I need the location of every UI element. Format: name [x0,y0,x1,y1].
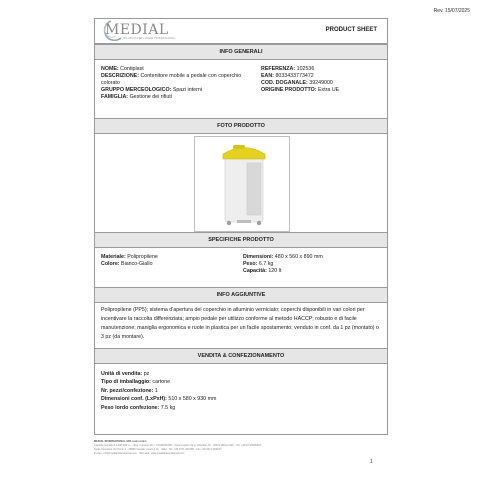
specifiche-left [101,254,251,268]
vendita-list [101,370,221,412]
field-ean: EAN: 8033433773472 [261,73,314,79]
field-tipo-imballaggio: Tipo di imballaggio: cartone [101,379,171,386]
field-nome: NOME: Contiplast [101,66,144,72]
field-famiglia: FAMIGLIA: Gestione dei rifiuti [101,94,172,100]
info-generali-right [261,66,381,94]
logo-name: MEDIAL [105,22,169,38]
field-gruppo: GRUPPO MERCEOLOGICO: Spazi interni [101,87,202,93]
logo-tagline: SOLUZIONI PER L'IGIENE PROFESSIONALE [123,37,176,40]
waste-bin-image [195,137,289,231]
field-cod-doganale: COD. DOGANALE: 39249000 [261,80,333,86]
field-referenza: REFERENZA: 102536 [261,66,315,72]
header-box [94,18,388,44]
document-title: PRODUCT SHEET [325,27,377,33]
product-sheet-body [94,42,388,435]
revision-date: Rev. 15/07/2025 [433,8,470,14]
field-origine: ORIGINE PRODOTTO: Extra UE [261,87,340,93]
field-capacita: Capacità: 120 lt [243,268,282,274]
field-dimensioni: Dimensioni: 480 x 560 x 890 mm [243,254,323,260]
info-aggiuntive-text: Polipropilene (PP5); sistema d'apertura del coperchio in alluminio verniciato; coperchi disponibili in vari colori per incentivare la raccolta differenziata; ampio pedale per utilizzo conforme al metodo HACCP; robusto e di facile manutenzione; maniglia ergonomica e ruote in plastica per un facile spostamento; venduto in conf. da 1 pz (montato) o 3 pz (da montare). [101,307,379,340]
field-materiale: Materiale: Polipropilene [101,254,158,260]
footer-address: Sede Operativa Via Ticino 1 · 26853 Caselle Lurani (LO) · Italia · Tel. +39 0371 963155 · Fax +39 0371 963157 [94,448,222,451]
field-dimensioni-conf: Dimensioni conf. (LxPxH): 510 x 580 x 930 mm [101,396,217,403]
footer-contacts[interactable]: E-mail: info@medialinternational.com · Sito web: www.medialinternational.com [94,452,185,455]
specifiche-right [243,254,381,275]
footer-legal: Capitale Sociale € 3.200.000 i.v. · Reg. Imprese MI n. 07436640158 · Sede Legale Via A. Oberdan 76 · 20121 Milano (MI) · Tel. +39 02 36535500 [94,444,262,447]
section-foto-header: FOTO PRODOTTO [95,118,387,134]
field-peso: Peso: 6.7 kg [243,261,274,267]
section-info-aggiuntive-header: INFO AGGIUNTIVE [95,287,387,303]
section-specifiche-header: SPECIFICHE PRODOTTO [95,232,387,248]
field-unita-vendita: Unità di vendita: pz [101,371,150,377]
field-pezzi-confezione: Nr. pezzi/confezione: 1 [101,387,158,394]
section-info-generali-header: INFO GENERALI [95,44,387,60]
footer-company: MEDIAL INTERNATIONAL SPA socio unico [94,440,147,443]
section-vendita-header: VENDITA & CONFEZIONAMENTO [95,348,387,364]
product-photo [194,136,290,232]
page-number: 1 [370,459,373,465]
info-generali-left [101,66,261,101]
field-descrizione: DESCRIZIONE: Contenitore mobile a pedale con coperchio colorato [101,73,242,86]
field-colore: Colore: Bianco-Giallo [101,261,153,267]
field-peso-lordo: Peso lordo confezione: 7.5 kg [101,404,176,411]
